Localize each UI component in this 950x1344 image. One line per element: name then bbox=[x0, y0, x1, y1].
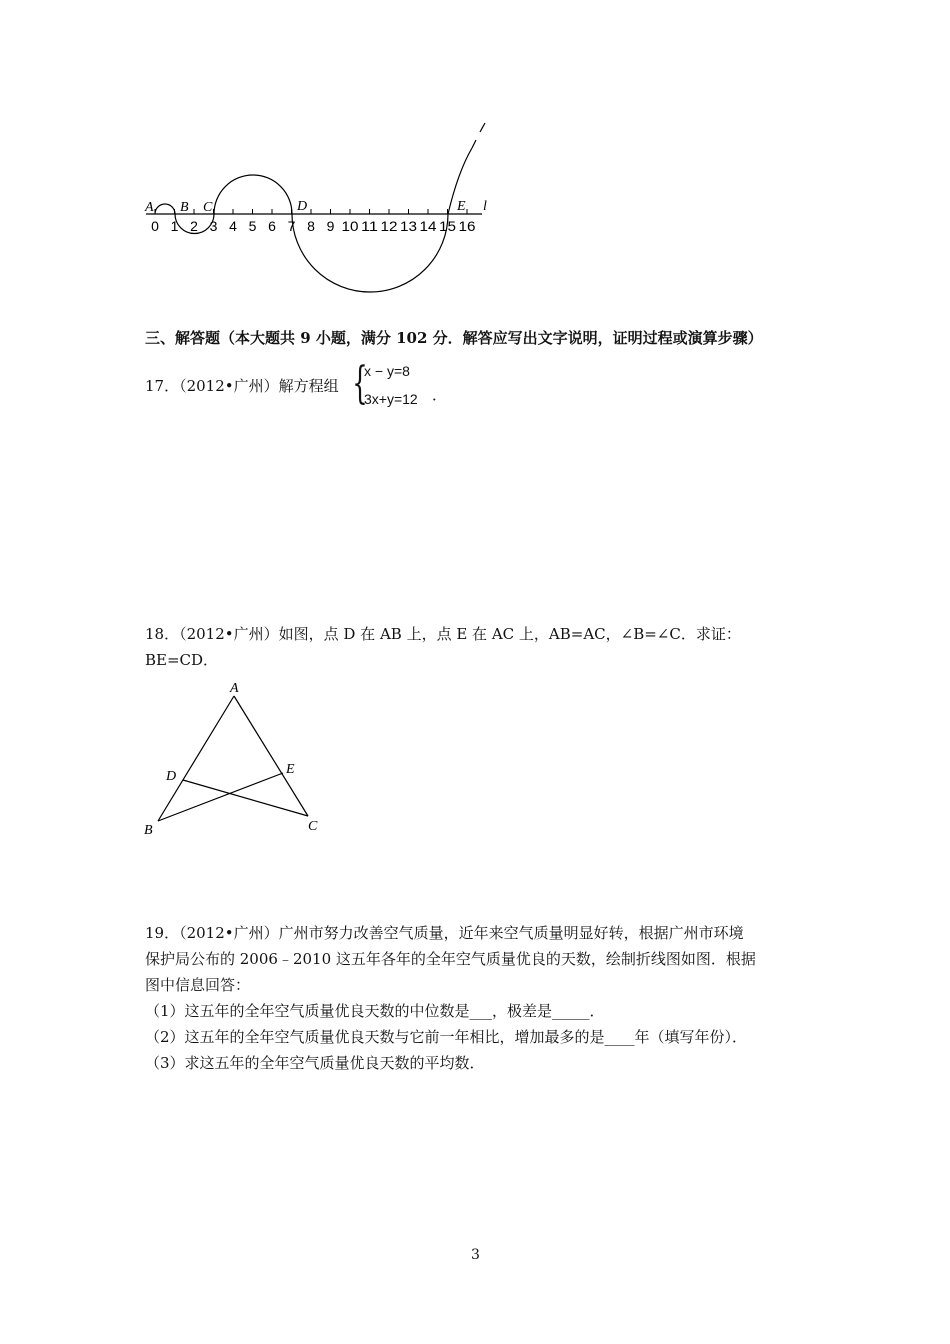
tick-label: 7 bbox=[287, 218, 296, 234]
q19-sub1: （1）这五年的全年空气质量优良天数的中位数是___，极差是_____． bbox=[145, 1002, 605, 1020]
vertex-label-a: A bbox=[230, 681, 239, 696]
tick-label: 10 bbox=[341, 218, 359, 234]
tick-label: 2 bbox=[190, 218, 198, 234]
tick-label: 8 bbox=[307, 218, 315, 234]
q17-source: （2012•广州） bbox=[179, 377, 279, 395]
segment-ab bbox=[158, 696, 234, 821]
tick-label: 0 bbox=[151, 218, 159, 234]
q17-brace: { bbox=[352, 358, 368, 409]
q19-sub2: （2）这五年的全年空气质量优良天数与它前一年相比，增加最多的是____年（填写年份）． bbox=[145, 1028, 748, 1046]
tick-label: 11 bbox=[361, 218, 379, 234]
tick-label: 16 bbox=[458, 218, 476, 234]
tick-label: 6 bbox=[268, 218, 276, 234]
triangle-figure bbox=[140, 676, 340, 846]
q19-line1: 19．（2012•广州）广州市努力改善空气质量，近年来空气质量明显好转，根据广州市环境 bbox=[145, 924, 744, 942]
q19-line3: 图中信息回答： bbox=[145, 976, 251, 994]
tick-label: 9 bbox=[326, 218, 335, 234]
q19-sub3: （3）求这五年的全年空气质量优良天数的平均数． bbox=[145, 1054, 485, 1072]
number-line-figure bbox=[140, 118, 500, 308]
vertex-label-b: B bbox=[144, 823, 153, 838]
line-label-l: l bbox=[483, 199, 487, 214]
arc-cd bbox=[214, 175, 292, 214]
tick-label: 12 bbox=[380, 218, 398, 234]
point-label-d: D bbox=[297, 199, 308, 214]
q19-line2: 保护局公布的 2006﹣2010 这五年各年的全年空气质量优良的天数，绘制折线图如图．根据 bbox=[145, 950, 756, 968]
point-label-c: C bbox=[203, 200, 213, 215]
tick-label: 1 bbox=[170, 218, 179, 234]
q17-eq2: 3x+y=12 bbox=[364, 391, 418, 407]
q17-prompt bbox=[145, 373, 339, 399]
arc-dash-2 bbox=[480, 123, 485, 132]
tick-marks bbox=[155, 209, 467, 214]
q18-line2: BE=CD． bbox=[145, 651, 219, 669]
q17-text: 解方程组 bbox=[278, 377, 339, 395]
q18-text: （2012•广州）如图，点 D 在 AB 上，点 E 在 AC 上，AB=AC，∠B=∠C．求证： bbox=[179, 625, 741, 643]
tick-label: 15 bbox=[439, 218, 457, 234]
arc-ab bbox=[155, 204, 175, 214]
section-title: 三、解答题（本大题共 9 小题，满分 102 分．解答应写出文字说明，证明过程或演算步骤） bbox=[145, 329, 763, 347]
point-label-a: A bbox=[145, 200, 154, 215]
q17-eq1: x − y=8 bbox=[364, 363, 410, 379]
vertex-label-c: C bbox=[308, 819, 318, 834]
vertex-label-e: E bbox=[286, 762, 295, 777]
q18-line1 bbox=[145, 621, 741, 647]
tick-label: 13 bbox=[400, 218, 418, 234]
q18-number: 18． bbox=[145, 625, 180, 643]
tick-label: 4 bbox=[229, 218, 237, 234]
point-label-b: B bbox=[180, 200, 189, 215]
arc-dash-1 bbox=[472, 140, 476, 148]
tick-label: 3 bbox=[209, 218, 218, 234]
vertex-label-d: D bbox=[166, 769, 177, 784]
q17-number: 17． bbox=[145, 377, 180, 395]
tick-label: 5 bbox=[248, 218, 257, 234]
tick-label: 14 bbox=[419, 218, 437, 234]
tick-labels bbox=[151, 218, 476, 234]
q17-end: ． bbox=[432, 386, 448, 404]
point-label-e: E bbox=[457, 199, 466, 214]
page-number: 3 bbox=[471, 1247, 480, 1263]
segment-be bbox=[158, 773, 283, 821]
